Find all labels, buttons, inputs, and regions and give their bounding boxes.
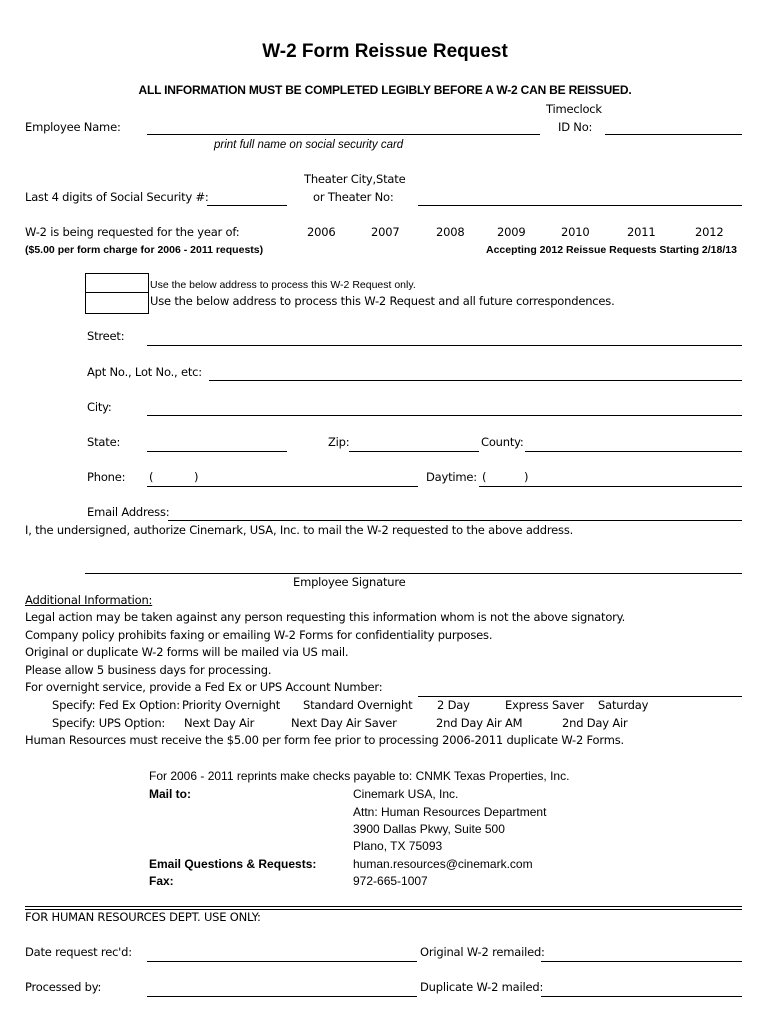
mail-address-line: Cinemark USA, Inc. xyxy=(353,787,459,801)
info-line: Please allow 5 business days for processing. xyxy=(25,663,272,677)
employee-name-label: Employee Name: xyxy=(25,120,121,134)
county-label: County: xyxy=(481,435,524,449)
charge-note: ($5.00 per form charge for 2006 - 2011 requests) xyxy=(25,244,264,256)
city-label: City: xyxy=(87,400,112,414)
mail-address-line: Plano, TX 75093 xyxy=(353,839,443,853)
email-questions-label: Email Questions & Requests: xyxy=(149,857,317,871)
id-no-label: ID No: xyxy=(558,120,593,134)
daytime-label: Daytime: xyxy=(426,470,477,484)
hr-only-heading: FOR HUMAN RESOURCES DEPT. USE ONLY: xyxy=(25,910,261,924)
phone-label: Phone: xyxy=(87,470,126,484)
fedex-option[interactable]: Priority Overnight xyxy=(182,698,281,712)
ups-option[interactable]: 2nd Day Air AM xyxy=(436,716,523,730)
fedex-option[interactable]: Standard Overnight xyxy=(303,698,413,712)
original-remailed-line[interactable] xyxy=(541,961,742,962)
signature-label: Employee Signature xyxy=(293,575,406,589)
apt-label: Apt No., Lot No., etc: xyxy=(87,365,202,379)
mail-address-line: 3900 Dallas Pkwy, Suite 500 xyxy=(353,822,505,836)
fax-label: Fax: xyxy=(149,874,174,888)
phone-paren-open: ( xyxy=(149,470,154,484)
fedex-option[interactable]: Saturday xyxy=(598,698,649,712)
all-future-checkbox[interactable] xyxy=(85,292,149,314)
street-label: Street: xyxy=(87,329,125,343)
state-label: State: xyxy=(87,435,121,449)
state-line[interactable] xyxy=(147,451,287,452)
original-remailed-label: Original W-2 remailed: xyxy=(420,945,545,959)
year-option[interactable]: 2009 xyxy=(497,225,526,239)
daytime-paren-open: ( xyxy=(482,470,487,484)
fedex-option[interactable]: Express Saver xyxy=(505,698,584,712)
all-future-label: Use the below address to process this W-2 Request and all future correspondences. xyxy=(150,294,615,308)
county-line[interactable] xyxy=(525,451,742,452)
fedex-label: Specify: Fed Ex Option: xyxy=(52,698,180,712)
date-received-label: Date request rec'd: xyxy=(25,945,132,959)
page-subtitle: ALL INFORMATION MUST BE COMPLETED LEGIBLY BEFORE A W-2 CAN BE REISSUED. xyxy=(138,83,632,97)
daytime-line[interactable] xyxy=(479,486,742,487)
theater-no-line[interactable] xyxy=(418,205,742,206)
ups-option[interactable]: 2nd Day Air xyxy=(562,716,628,730)
mail-to-label: Mail to: xyxy=(149,787,191,801)
signature-line[interactable] xyxy=(85,573,742,574)
ups-option[interactable]: Next Day Air xyxy=(184,716,255,730)
daytime-paren-close: ) xyxy=(524,470,529,484)
zip-line[interactable] xyxy=(349,451,479,452)
street-line[interactable] xyxy=(147,345,742,346)
employee-name-hint: print full name on social security card xyxy=(214,139,404,151)
employee-name-line[interactable] xyxy=(147,134,540,135)
this-request-only-label: Use the below address to process this W-2 Request only. xyxy=(150,279,416,291)
year-option[interactable]: 2008 xyxy=(436,225,465,239)
year-label: W-2 is being requested for the year of: xyxy=(25,225,240,239)
theater-no-label: or Theater No: xyxy=(313,190,394,204)
apt-line[interactable] xyxy=(209,380,742,381)
processed-by-label: Processed by: xyxy=(25,980,102,994)
year-option[interactable]: 2007 xyxy=(371,225,400,239)
info-line: Company policy prohibits faxing or emailing W-2 Forms for confidentiality purposes. xyxy=(25,628,493,642)
accepting-note: Accepting 2012 Reissue Requests Starting 2/18/13 xyxy=(486,244,737,256)
phone-line[interactable] xyxy=(147,486,418,487)
info-line: Original or duplicate W-2 forms will be mailed via US mail. xyxy=(25,645,349,659)
authorization-text: I, the undersigned, authorize Cinemark, USA, Inc. to mail the W-2 requested to the above address. xyxy=(25,523,574,537)
processed-by-line[interactable] xyxy=(147,996,417,997)
zip-label: Zip: xyxy=(328,435,350,449)
fedex-option[interactable]: 2 Day xyxy=(437,698,470,712)
reprint-note: For 2006 - 2011 reprints make checks payable to: CNMK Texas Properties, Inc. xyxy=(149,769,570,783)
year-option[interactable]: 2011 xyxy=(627,225,656,239)
hr-email-link[interactable]: human.resources@cinemark.com xyxy=(353,857,533,871)
theater-city-label: Theater City,State xyxy=(304,172,406,186)
id-no-line[interactable] xyxy=(605,134,742,135)
fee-note: Human Resources must receive the $5.00 per form fee prior to processing 2006-2011 duplicate W-2 Forms. xyxy=(25,733,624,747)
this-request-only-checkbox[interactable] xyxy=(85,273,149,293)
fax-number: 972-665-1007 xyxy=(353,874,428,888)
email-label: Email Address: xyxy=(87,505,170,519)
page-title: W-2 Form Reissue Request xyxy=(262,41,508,62)
info-line: For overnight service, provide a Fed Ex or UPS Account Number: xyxy=(25,680,383,694)
timeclock-label: Timeclock xyxy=(546,102,602,116)
ssn-line[interactable] xyxy=(207,205,287,206)
date-received-line[interactable] xyxy=(147,961,417,962)
phone-paren-close: ) xyxy=(194,470,199,484)
year-option[interactable]: 2012 xyxy=(695,225,724,239)
year-option[interactable]: 2010 xyxy=(561,225,590,239)
ups-option[interactable]: Next Day Air Saver xyxy=(291,716,397,730)
ssn-label: Last 4 digits of Social Security #: xyxy=(25,190,209,204)
city-line[interactable] xyxy=(147,415,742,416)
account-number-line[interactable] xyxy=(418,696,742,697)
year-option[interactable]: 2006 xyxy=(307,225,336,239)
duplicate-mailed-label: Duplicate W-2 mailed: xyxy=(420,980,544,994)
duplicate-mailed-line[interactable] xyxy=(541,996,742,997)
info-line: Legal action may be taken against any person requesting this information whom is not the above signatory. xyxy=(25,610,626,624)
email-line[interactable] xyxy=(168,520,742,521)
additional-heading: Additional Information: xyxy=(25,593,153,607)
ups-label: Specify: UPS Option: xyxy=(52,716,166,730)
mail-address-line: Attn: Human Resources Department xyxy=(353,805,547,819)
